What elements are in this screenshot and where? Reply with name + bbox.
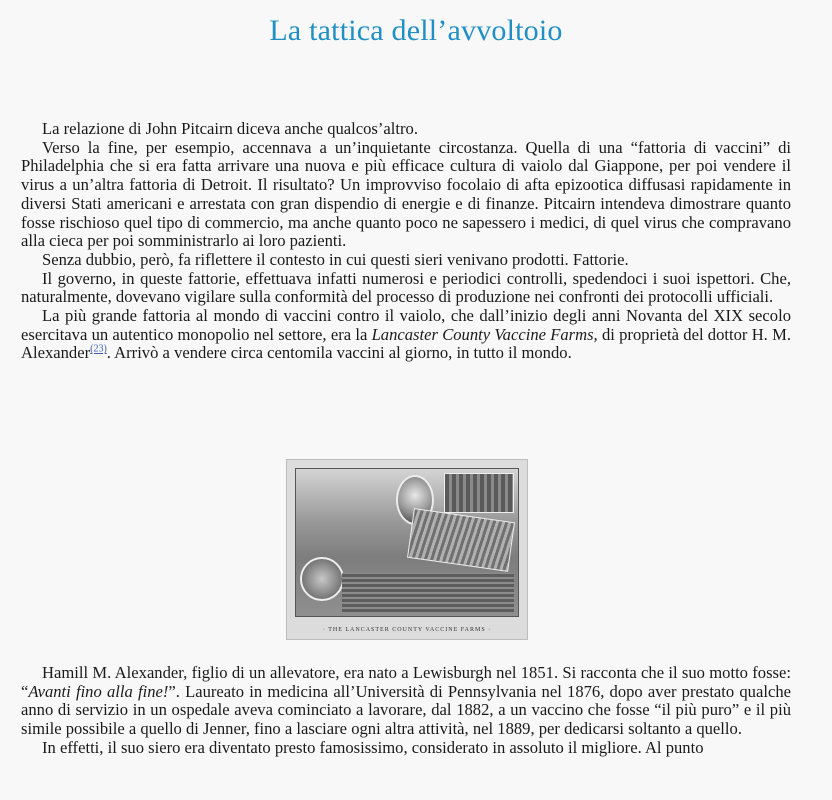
paragraph: In effetti, il suo siero era diventato presto famosissimo, considerato in assoluto il migliore. Al punto [42,737,704,757]
engraving-image [295,468,519,617]
paragraph: La relazione di John Pitcairn diceva anche qualcos’altro. [42,119,418,138]
paragraph: Il governo, in queste fattorie, effettuava infatti numerosi e periodici controlli, spedendoci i suoi ispettori. Che, naturalmente, dovevano vigilare sulla conformità del processo di produzione nei confronti dei protocolli ufficiali. [21,268,791,307]
stable-vignette [407,508,515,572]
text-run: di proprietà del dottor H. M. Alexander [21,324,791,363]
paragraph [21,307,791,363]
italic-farm-name: Lancaster County Vaccine Farms, [371,324,598,344]
footnote-link[interactable]: (23) [90,343,107,355]
text-run: . Arrivò a vendere circa centomila vaccini al giorno, in tutto il mondo. [106,343,572,363]
chapter-title: La tattica dell’avvoltoio [269,14,563,47]
text-section-2 [21,664,791,758]
italic-motto: Avanti fino alla fine! [28,681,169,701]
paragraph: Senza dubbio, però, fa riflettere il contesto in cui questi sieri venivano prodotti. Fattorie. [42,249,629,269]
text-run: ”. Laureato in medicina all’Università di Pennsylvania nel 1876, dopo aver prestato qualche anno di servizio in un ospedale aveva cominciato a lavorare, dal 1882, a un vaccino che fosse “il più puro” e il più simile possibile a quello di Jenner, fino a lasciare ogni altra attività, nel 1889, per dedicarsi soltanto a quello. [21,681,791,739]
text-section-1 [21,120,791,363]
paragraph [21,664,791,739]
figure-caption: · THE LANCASTER COUNTY VACCINE FARMS · [322,627,492,633]
text-run: La più grande fattoria al mondo di vaccini contro il vaiolo, che dall’inizio degli anni Novanta del XIX secolo esercitava un autentico monopolio nel settore, era la [21,306,791,344]
round-vignette [300,557,344,601]
text-run: Hamill M. Alexander, figlio di un allevatore, era nato a Lewisburgh nel 1851. Si racconta che il suo motto fosse: “ [21,663,791,701]
paragraph: Verso la fine, per esempio, accennava a un’inquietante circostanza. Quella di una “fattoria di vaccini” di Philadelphia che si era fatta arrivare una nuova e più efficace cultura di vaiolo dal Giappone, per poi vendere il virus a un’altra fattoria di Detroit. Il risultato? Un improvviso focolaio di afta epizootica diffusasi rapidamente in diversi Stati americani e arrestata con gran dispendio di energie e di finanze. Pitcairn intendeva dimostrare quanto fosse rischioso quel tipo di commercio, ma anche quanto poco ne sapessero i medici, di quel virus che compravano alla cieca per poi somministrarlo ai loro pazienti. [21,137,791,251]
figure-lancaster-engraving [286,459,528,640]
interior-vignette [444,473,514,513]
town-panorama [342,573,514,612]
